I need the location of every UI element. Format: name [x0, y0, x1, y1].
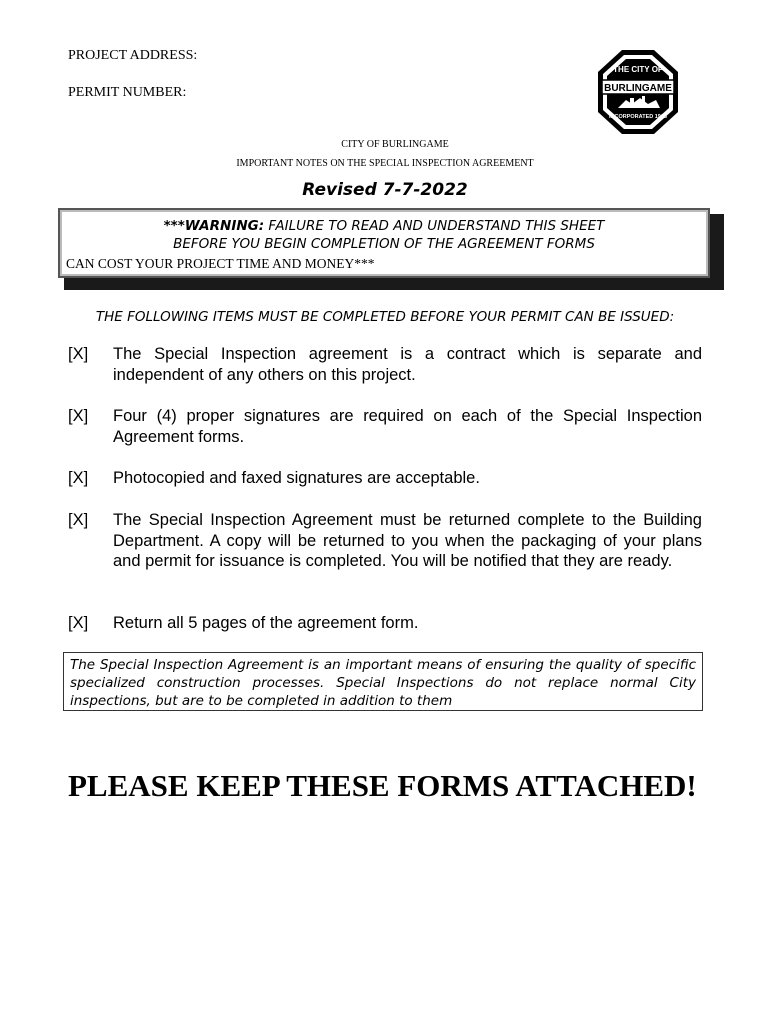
- warning-line-1-text: FAILURE TO READ AND UNDERSTAND THIS SHEET: [264, 218, 605, 234]
- city-name: CITY OF BURLINGAME: [341, 139, 449, 150]
- checkbox-mark: [X]: [68, 511, 89, 529]
- list-item-text: Return all 5 pages of the agreement form.: [113, 614, 419, 632]
- seal-top-text: THE CITY OF: [613, 65, 663, 74]
- project-address-label: PROJECT ADDRESS:: [68, 48, 198, 63]
- warning-prefix: ***WARNING:: [163, 218, 265, 234]
- requirements-heading: THE FOLLOWING ITEMS MUST BE COMPLETED BEFORE YOUR PERMIT CAN BE ISSUED:: [95, 309, 675, 325]
- list-item-text: The Special Inspection agreement is a contract which is separate and independent of any others on this project.: [113, 345, 702, 384]
- important-note: The Special Inspection Agreement is an important means of ensuring the quality of specific specialized construction processes. Special Inspections do not replace normal City inspections, but are to be completed in addition to them: [63, 652, 703, 711]
- checkbox-mark: [X]: [68, 469, 89, 487]
- footer-notice: PLEASE KEEP THESE FORMS ATTACHED!: [68, 768, 697, 803]
- checkbox-mark: [X]: [68, 407, 89, 425]
- seal-name: BURLINGAME: [604, 83, 672, 94]
- warning-line-1: [62, 218, 706, 234]
- list-item-text: The Special Inspection Agreement must be returned complete to the Building Department. A copy will be returned to you when the packaging of your plans and permit for issuance is completed. You will be notified that they are ready.: [113, 511, 702, 570]
- checkbox-mark: [X]: [68, 614, 89, 632]
- permit-number-label: PERMIT NUMBER:: [68, 85, 187, 100]
- city-seal-logo: [596, 48, 680, 136]
- list-item-text: Photocopied and faxed signatures are acceptable.: [113, 469, 480, 487]
- warning-line-3: CAN COST YOUR PROJECT TIME AND MONEY***: [66, 256, 375, 271]
- warning-content: [62, 212, 706, 276]
- checkbox-mark: [X]: [68, 345, 89, 363]
- revised-date: Revised 7-7-2022: [302, 180, 468, 200]
- list-item-text: Four (4) proper signatures are required on each of the Special Inspection Agreement forms.: [113, 407, 702, 446]
- seal-bottom-text: INCORPORATED 1908: [609, 114, 667, 120]
- notes-title: IMPORTANT NOTES ON THE SPECIAL INSPECTION AGREEMENT: [236, 158, 534, 169]
- warning-line-2: BEFORE YOU BEGIN COMPLETION OF THE AGREEMENT FORMS: [173, 236, 595, 252]
